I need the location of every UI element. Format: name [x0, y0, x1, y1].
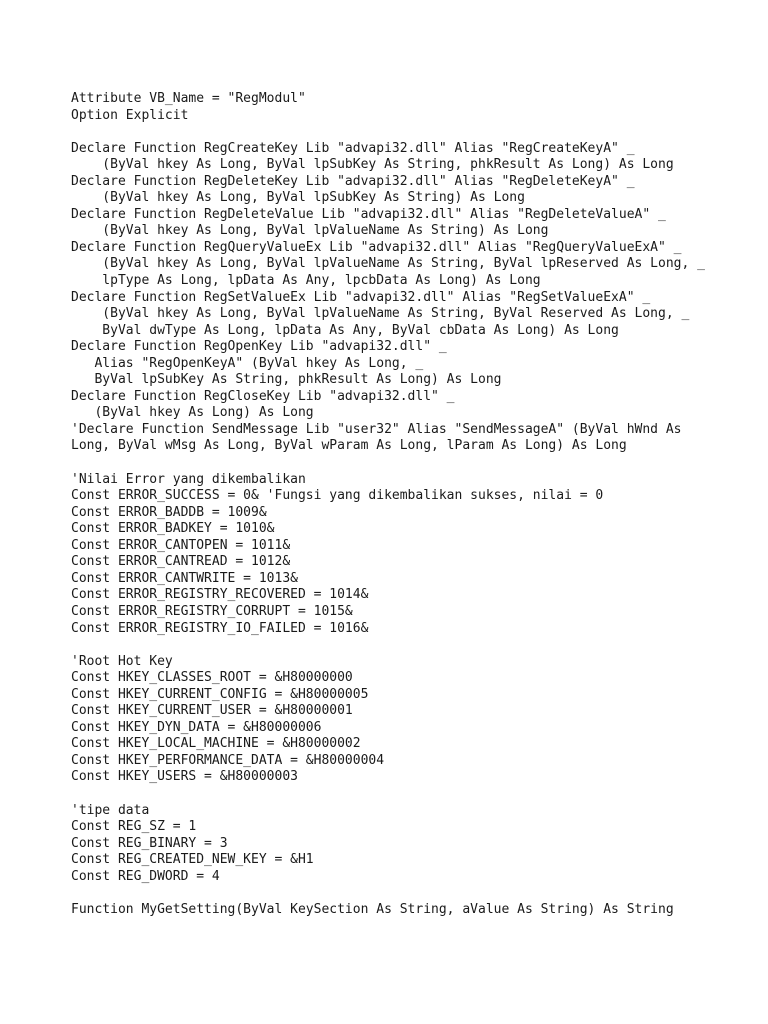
code-line: Const HKEY_USERS = &H80000003: [71, 769, 298, 785]
code-line: (ByVal hkey As Long, ByVal lpSubKey As String) As Long: [71, 190, 525, 206]
code-line: Const ERROR_REGISTRY_RECOVERED = 1014&: [71, 587, 369, 603]
code-line: ByVal lpSubKey As String, phkResult As Long) As Long: [71, 372, 502, 388]
code-line: (ByVal hkey As Long) As Long: [71, 405, 314, 421]
code-line: Alias "RegOpenKeyA" (ByVal hkey As Long, _: [71, 355, 424, 371]
code-line: Const REG_DWORD = 4: [71, 868, 220, 884]
code-line: Const HKEY_DYN_DATA = &H80000006: [71, 719, 322, 735]
code-line: Declare Function RegDeleteKey Lib "advapi32.dll" Alias "RegDeleteKeyA" _: [71, 173, 635, 189]
code-line: Declare Function RegDeleteValue Lib "advapi32.dll" Alias "RegDeleteValueA" _: [71, 206, 666, 222]
code-line: (ByVal hkey As Long, ByVal lpSubKey As String, phkResult As Long) As Long: [71, 157, 674, 173]
code-line: [71, 124, 751, 141]
code-line: Declare Function RegCloseKey Lib "advapi32.dll" _: [71, 388, 455, 404]
code-line: Const ERROR_BADKEY = 1010&: [71, 521, 275, 537]
code-line: Const ERROR_CANTREAD = 1012&: [71, 554, 291, 570]
code-line: Const HKEY_CLASSES_ROOT = &H80000000: [71, 670, 353, 686]
code-line: Declare Function RegOpenKey Lib "advapi32.dll" _: [71, 339, 447, 355]
code-line: Const REG_SZ = 1: [71, 819, 197, 835]
code-line: 'Declare Function SendMessage Lib "user32" Alias "SendMessageA" (ByVal hWnd As: [71, 421, 682, 437]
code-line: [71, 786, 751, 803]
code-line: 'Root Hot Key: [71, 653, 173, 669]
code-line: [71, 885, 751, 902]
code-line: Const HKEY_CURRENT_CONFIG = &H80000005: [71, 686, 369, 702]
code-line: Declare Function RegQueryValueEx Lib "advapi32.dll" Alias "RegQueryValueExA" _: [71, 239, 682, 255]
code-line: Declare Function RegSetValueEx Lib "advapi32.dll" Alias "RegSetValueExA" _: [71, 289, 651, 305]
code-line: (ByVal hkey As Long, ByVal lpValueName As String, ByVal Reserved As Long, _: [71, 306, 690, 322]
code-line: Const ERROR_SUCCESS = 0& 'Fungsi yang dikembalikan sukses, nilai = 0: [71, 488, 604, 504]
code-line: Const ERROR_REGISTRY_IO_FAILED = 1016&: [71, 620, 369, 636]
code-line: Option Explicit: [71, 107, 189, 123]
code-line: Const ERROR_CANTWRITE = 1013&: [71, 570, 298, 586]
code-line: [71, 455, 751, 472]
code-line: 'Nilai Error yang dikembalikan: [71, 471, 306, 487]
code-line: Const REG_CREATED_NEW_KEY = &H1: [71, 852, 314, 868]
code-line: Long, ByVal wMsg As Long, ByVal wParam As Long, lParam As Long) As Long: [71, 438, 627, 454]
code-line: Const HKEY_CURRENT_USER = &H80000001: [71, 703, 353, 719]
code-line: 'tipe data: [71, 802, 150, 818]
code-line: (ByVal hkey As Long, ByVal lpValueName As String, ByVal lpReserved As Long, _: [71, 256, 705, 272]
code-line: Const REG_BINARY = 3: [71, 835, 228, 851]
code-line: (ByVal hkey As Long, ByVal lpValueName As String) As Long: [71, 223, 549, 239]
code-line: Const ERROR_REGISTRY_CORRUPT = 1015&: [71, 603, 353, 619]
code-line: Attribute VB_Name = "RegModul": [71, 91, 306, 106]
code-line: lpType As Long, lpData As Any, lpcbData As Long) As Long: [71, 273, 541, 289]
code-line: Const HKEY_PERFORMANCE_DATA = &H80000004: [71, 752, 385, 768]
code-line: Const HKEY_LOCAL_MACHINE = &H80000002: [71, 736, 361, 752]
code-document: [71, 91, 751, 918]
code-line: Declare Function RegCreateKey Lib "advapi32.dll" Alias "RegCreateKeyA" _: [71, 140, 635, 156]
code-line: [71, 637, 751, 654]
code-line: Const ERROR_CANTOPEN = 1011&: [71, 537, 291, 553]
code-line: ByVal dwType As Long, lpData As Any, ByVal cbData As Long) As Long: [71, 322, 619, 338]
code-line: Const ERROR_BADDB = 1009&: [71, 504, 267, 520]
code-line: Function MyGetSetting(ByVal KeySection As String, aValue As String) As String: [71, 901, 674, 917]
